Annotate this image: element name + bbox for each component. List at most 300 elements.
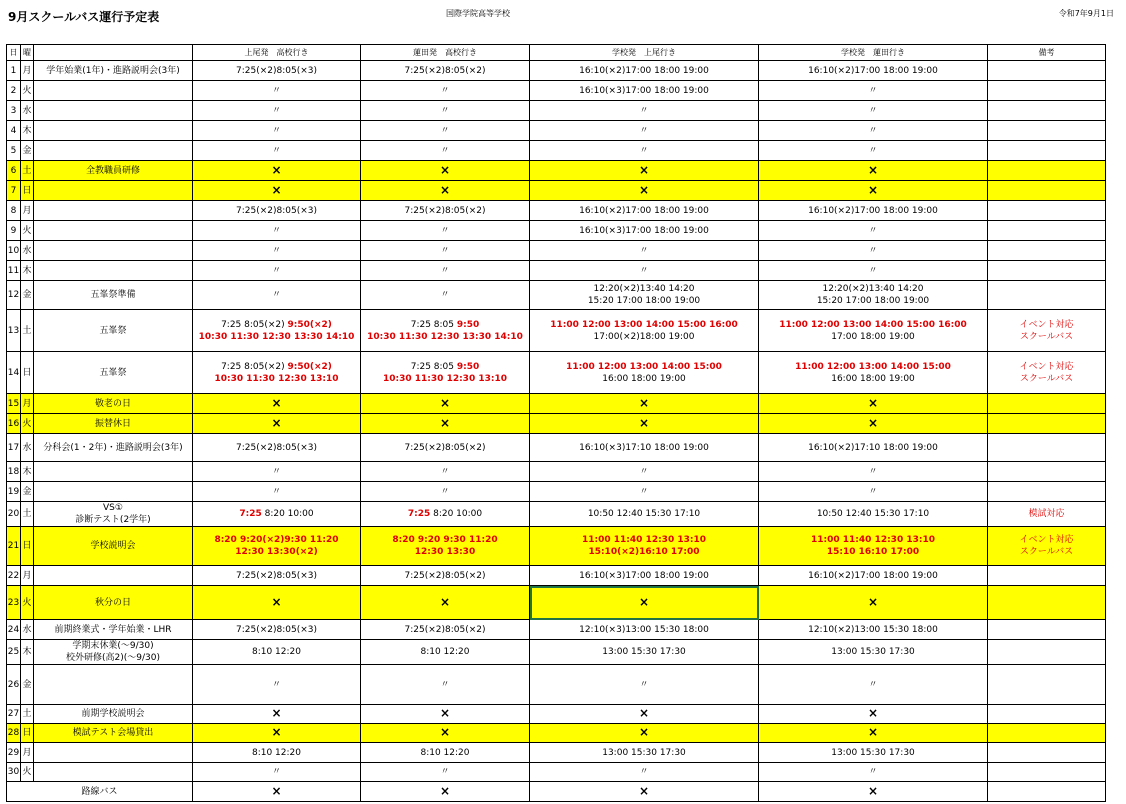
day-cell[interactable]: 15 xyxy=(7,394,21,414)
bus-time-cell[interactable] xyxy=(193,161,361,181)
schedule-row xyxy=(7,81,1106,101)
bus-time-cell[interactable]: 〃 xyxy=(193,241,361,261)
weekday-cell[interactable]: 火 xyxy=(21,221,34,241)
note-cell[interactable] xyxy=(988,705,1106,724)
schedule-row xyxy=(7,261,1106,281)
bus-time-cell[interactable]: 16:10(×3)17:00 18:00 19:00 xyxy=(530,566,759,586)
bus-time-cell[interactable]: 7:25(×2)8:05(×3) xyxy=(193,434,361,462)
bus-time-cell[interactable]: 〃 xyxy=(361,81,530,101)
weekday-cell[interactable]: 土 xyxy=(21,310,34,352)
bus-time-cell[interactable]: 7:25(×2)8:05(×2) xyxy=(361,620,530,640)
note-cell[interactable] xyxy=(988,221,1106,241)
weekday-cell[interactable]: 月 xyxy=(21,743,34,763)
bus-time-cell[interactable]: 7:25 8:05 9:50 10:30 11:30 12:30 13:10 xyxy=(361,352,530,394)
bus-time-cell[interactable] xyxy=(361,705,530,724)
event-cell[interactable]: 模試テスト会場貸出 xyxy=(34,724,193,743)
bus-time-cell[interactable]: 〃 xyxy=(759,241,988,261)
note-cell[interactable] xyxy=(988,482,1106,502)
event-cell[interactable] xyxy=(34,201,193,221)
bus-time-cell[interactable]: 〃 xyxy=(361,101,530,121)
note-cell[interactable]: イベント対応 スクールバス xyxy=(988,310,1106,352)
bus-time-cell[interactable] xyxy=(530,586,759,620)
day-cell[interactable]: 26 xyxy=(7,665,21,705)
bus-time-cell[interactable]: 〃 xyxy=(759,101,988,121)
day-cell[interactable]: 7 xyxy=(7,181,21,201)
note-cell[interactable] xyxy=(988,434,1106,462)
day-cell[interactable]: 2 xyxy=(7,81,21,101)
no-service-mark: × xyxy=(439,182,451,197)
note-cell[interactable] xyxy=(988,61,1106,81)
bus-time-cell[interactable]: 11:00 12:00 13:00 14:00 15:00 16:00 18:00 19:00 xyxy=(759,352,988,394)
schedule-row xyxy=(7,434,1106,462)
bus-time-cell[interactable] xyxy=(759,414,988,434)
bus-time-cell[interactable] xyxy=(759,705,988,724)
note-cell[interactable] xyxy=(988,161,1106,181)
schedule-row xyxy=(7,352,1106,394)
no-service-mark: × xyxy=(439,725,451,739)
no-service-mark: × xyxy=(271,162,282,177)
bus-time-cell[interactable]: 〃 xyxy=(361,482,530,502)
event-cell[interactable] xyxy=(34,81,193,101)
no-service-mark: × xyxy=(271,706,282,720)
bus-time-cell[interactable] xyxy=(530,394,759,414)
bus-time-cell[interactable] xyxy=(530,724,759,743)
col-header-event[interactable] xyxy=(34,45,193,61)
no-service-mark: × xyxy=(638,182,650,197)
bus-time-cell[interactable]: 7:25(×2)8:05(×3) xyxy=(193,201,361,221)
schedule-row xyxy=(7,181,1106,201)
day-cell[interactable]: 14 xyxy=(7,352,21,394)
no-service-mark: × xyxy=(638,162,650,177)
col-header-ageo-to-school[interactable]: 上尾発 高校行き xyxy=(193,45,361,61)
note-cell[interactable] xyxy=(988,620,1106,640)
day-cell[interactable]: 27 xyxy=(7,705,21,724)
schedule-row xyxy=(7,640,1106,665)
route-bus-cell[interactable]: × xyxy=(361,782,530,802)
no-service-mark: × xyxy=(867,182,879,197)
bus-time-cell[interactable] xyxy=(193,586,361,620)
bus-time-cell[interactable] xyxy=(530,161,759,181)
bus-time-cell[interactable]: 〃 xyxy=(530,141,759,161)
note-cell[interactable] xyxy=(988,586,1106,620)
event-cell[interactable] xyxy=(34,482,193,502)
bus-time-cell[interactable]: 12:20(×2)13:40 14:20 15:20 17:00 18:00 19:00 xyxy=(759,281,988,310)
bus-time-cell[interactable]: 8:10 12:20 xyxy=(193,743,361,763)
day-cell[interactable]: 10 xyxy=(7,241,21,261)
bus-time-cell[interactable]: 13:00 15:30 17:30 xyxy=(530,640,759,665)
bus-time-cell[interactable]: 〃 xyxy=(193,221,361,241)
event-cell[interactable] xyxy=(34,462,193,482)
day-cell[interactable]: 18 xyxy=(7,462,21,482)
route-bus-cell[interactable]: × xyxy=(530,782,759,802)
bus-time-cell[interactable]: 11:00 12:00 13:00 14:00 15:00 16:00 17:00 18:00 19:00 xyxy=(759,310,988,352)
no-service-mark: × xyxy=(867,725,879,739)
bus-time-cell[interactable]: 〃 xyxy=(193,763,361,782)
day-cell[interactable]: 4 xyxy=(7,121,21,141)
bus-time-cell[interactable]: 〃 xyxy=(193,121,361,141)
note-cell[interactable] xyxy=(988,141,1106,161)
weekday-cell[interactable]: 日 xyxy=(21,352,34,394)
route-bus-row xyxy=(7,782,1106,802)
bus-time-cell[interactable]: 7:25(×2)8:05(×3) xyxy=(193,620,361,640)
note-cell[interactable] xyxy=(988,394,1106,414)
col-header-weekday[interactable]: 曜 xyxy=(21,45,34,61)
event-cell[interactable]: 前期終業式・学年始業・LHR xyxy=(34,620,193,640)
bus-time-cell[interactable]: 10:50 12:40 15:30 17:10 xyxy=(759,502,988,527)
schedule-row xyxy=(7,705,1106,724)
note-cell[interactable] xyxy=(988,81,1106,101)
schedule-row xyxy=(7,141,1106,161)
event-cell[interactable] xyxy=(34,763,193,782)
no-service-mark: × xyxy=(867,415,879,430)
day-cell[interactable]: 6 xyxy=(7,161,21,181)
weekday-cell[interactable]: 月 xyxy=(21,394,34,414)
bus-time-cell[interactable]: 〃 xyxy=(530,462,759,482)
note-cell[interactable] xyxy=(988,566,1106,586)
bus-time-cell[interactable]: 7:25(×2)8:05(×3) xyxy=(193,566,361,586)
day-cell[interactable]: 8 xyxy=(7,201,21,221)
bus-time-cell[interactable]: 16:10(×3)17:10 18:00 19:00 xyxy=(530,434,759,462)
note-cell[interactable] xyxy=(988,763,1106,782)
bus-time-cell[interactable] xyxy=(193,724,361,743)
schedule-row xyxy=(7,763,1106,782)
weekday-cell[interactable]: 土 xyxy=(21,502,34,527)
bus-time-cell[interactable]: 11:00 12:00 13:00 14:00 15:00 16:00 17:00(×2)18:00 19:00 xyxy=(530,310,759,352)
bus-time-cell[interactable]: 16:10(×2)17:10 18:00 19:00 xyxy=(759,434,988,462)
bus-time-cell[interactable]: 〃 xyxy=(759,482,988,502)
weekday-cell[interactable]: 木 xyxy=(21,121,34,141)
schedule-row xyxy=(7,201,1106,221)
schedule-row xyxy=(7,566,1106,586)
weekday-cell[interactable]: 火 xyxy=(21,414,34,434)
day-cell[interactable]: 23 xyxy=(7,586,21,620)
bus-time-cell[interactable]: 16:10(×2)17:00 18:00 19:00 xyxy=(530,201,759,221)
note-cell[interactable] xyxy=(988,665,1106,705)
bus-time-cell[interactable]: 〃 xyxy=(530,101,759,121)
weekday-cell[interactable]: 水 xyxy=(21,101,34,121)
bus-time-cell[interactable]: 〃 xyxy=(759,462,988,482)
bus-time-cell[interactable]: 12:10(×2)13:00 15:30 18:00 xyxy=(759,620,988,640)
day-cell[interactable]: 28 xyxy=(7,724,21,743)
bus-time-cell[interactable]: 13:00 15:30 17:30 xyxy=(530,743,759,763)
event-cell[interactable]: 全教職員研修 xyxy=(34,161,193,181)
no-service-mark: × xyxy=(271,395,282,410)
bus-time-cell[interactable]: 〃 xyxy=(193,482,361,502)
day-cell[interactable]: 29 xyxy=(7,743,21,763)
bus-time-cell[interactable]: 16:10(×3)17:00 18:00 19:00 xyxy=(530,221,759,241)
bus-time-cell[interactable]: 7:25 8:05(×2) 9:50(×2) 10:30 11:30 12:30 13:10 xyxy=(193,352,361,394)
event-cell[interactable] xyxy=(34,181,193,201)
bus-time-cell[interactable]: 7:25(×2)8:05(×2) xyxy=(361,201,530,221)
bus-time-cell[interactable]: 〃 xyxy=(193,665,361,705)
col-header-hasuda-to-school[interactable]: 蓮田発 高校行き xyxy=(361,45,530,61)
event-cell[interactable]: 敬老の日 xyxy=(34,394,193,414)
weekday-cell[interactable]: 月 xyxy=(21,566,34,586)
route-bus-cell[interactable]: × xyxy=(759,782,988,802)
event-cell[interactable] xyxy=(34,743,193,763)
weekday-cell[interactable]: 水 xyxy=(21,620,34,640)
col-header-school-to-hasuda[interactable]: 学校発 蓮田行き xyxy=(759,45,988,61)
bus-time-cell[interactable] xyxy=(361,414,530,434)
event-cell[interactable] xyxy=(34,101,193,121)
schedule-row xyxy=(7,221,1106,241)
bus-time-cell[interactable]: 〃 xyxy=(759,81,988,101)
day-cell[interactable]: 9 xyxy=(7,221,21,241)
bus-time-cell[interactable] xyxy=(361,394,530,414)
schedule-row xyxy=(7,281,1106,310)
bus-time-cell[interactable]: 〃 xyxy=(361,462,530,482)
event-cell[interactable]: 五峯祭準備 xyxy=(34,281,193,310)
day-cell[interactable]: 24 xyxy=(7,620,21,640)
bus-time-cell[interactable]: 〃 xyxy=(193,101,361,121)
weekday-cell[interactable]: 火 xyxy=(21,81,34,101)
no-service-mark: × xyxy=(271,182,282,197)
day-cell[interactable]: 5 xyxy=(7,141,21,161)
bus-time-cell[interactable]: 〃 xyxy=(193,261,361,281)
no-service-mark: × xyxy=(638,594,650,609)
schedule-row xyxy=(7,310,1106,352)
note-cell[interactable] xyxy=(988,201,1106,221)
schedule-row xyxy=(7,502,1106,527)
bus-time-cell[interactable]: 16:10(×2)17:00 18:00 19:00 xyxy=(759,201,988,221)
event-cell[interactable]: 学年始業(1年)・進路説明会(3年) xyxy=(34,61,193,81)
day-cell[interactable]: 22 xyxy=(7,566,21,586)
weekday-cell[interactable]: 金 xyxy=(21,141,34,161)
day-cell[interactable]: 1 xyxy=(7,61,21,81)
weekday-cell[interactable]: 日 xyxy=(21,724,34,743)
bus-time-cell[interactable]: 〃 xyxy=(361,261,530,281)
bus-time-cell[interactable]: 〃 xyxy=(759,141,988,161)
event-cell[interactable]: 秋分の日 xyxy=(34,586,193,620)
bus-time-cell[interactable] xyxy=(759,724,988,743)
bus-time-cell[interactable]: 〃 xyxy=(361,763,530,782)
no-service-mark: × xyxy=(439,706,451,720)
bus-time-cell[interactable]: 〃 xyxy=(759,221,988,241)
no-service-mark: × xyxy=(867,706,879,720)
note-cell[interactable] xyxy=(988,241,1106,261)
bus-time-cell[interactable]: 12:10(×3)13:00 15:30 18:00 xyxy=(530,620,759,640)
bus-time-cell[interactable]: 〃 xyxy=(530,482,759,502)
bus-time-cell[interactable]: 〃 xyxy=(361,121,530,141)
bus-time-cell[interactable]: 11:00 11:40 12:30 13:10 15:10(×2)16:10 17:00 xyxy=(530,527,759,566)
event-cell[interactable] xyxy=(34,241,193,261)
bus-time-cell[interactable] xyxy=(530,414,759,434)
bus-time-cell[interactable]: 16:10(×2)17:00 18:00 19:00 xyxy=(530,61,759,81)
bus-time-cell[interactable]: 10:50 12:40 15:30 17:10 xyxy=(530,502,759,527)
note-cell[interactable]: イベント対応 スクールバス xyxy=(988,527,1106,566)
weekday-cell[interactable]: 日 xyxy=(21,527,34,566)
no-service-mark: × xyxy=(439,395,451,410)
col-header-school-to-ageo[interactable]: 学校発 上尾行き xyxy=(530,45,759,61)
schedule-row xyxy=(7,121,1106,141)
event-cell[interactable]: 五峯祭 xyxy=(34,352,193,394)
bus-time-cell[interactable]: 8:20 9:20(×2)9:30 11:20 12:30 13:30(×2) xyxy=(193,527,361,566)
day-cell[interactable]: 12 xyxy=(7,281,21,310)
event-cell[interactable] xyxy=(34,566,193,586)
bus-time-cell[interactable]: 8:20 9:20 9:30 11:20 12:30 13:30 xyxy=(361,527,530,566)
weekday-cell[interactable]: 金 xyxy=(21,281,34,310)
bus-time-cell[interactable]: 〃 xyxy=(530,121,759,141)
day-cell[interactable]: 30 xyxy=(7,763,21,782)
weekday-cell[interactable]: 水 xyxy=(21,434,34,462)
bus-time-cell[interactable]: 〃 xyxy=(759,665,988,705)
note-cell[interactable] xyxy=(988,640,1106,665)
bus-time-cell[interactable]: 〃 xyxy=(361,241,530,261)
bus-time-cell[interactable]: 7:25 8:20 10:00 xyxy=(361,502,530,527)
bus-time-cell[interactable]: 7:25(×2)8:05(×3) xyxy=(193,61,361,81)
weekday-cell[interactable]: 金 xyxy=(21,482,34,502)
weekday-cell[interactable]: 木 xyxy=(21,462,34,482)
weekday-cell[interactable]: 木 xyxy=(21,261,34,281)
bus-time-cell[interactable]: 〃 xyxy=(530,763,759,782)
bus-time-cell[interactable]: 〃 xyxy=(759,763,988,782)
bus-time-cell[interactable]: 〃 xyxy=(193,462,361,482)
bus-time-cell[interactable] xyxy=(361,724,530,743)
bus-time-cell[interactable] xyxy=(361,586,530,620)
bus-time-cell[interactable]: 〃 xyxy=(361,141,530,161)
note-cell[interactable] xyxy=(988,181,1106,201)
note-cell[interactable] xyxy=(988,121,1106,141)
bus-time-cell[interactable]: 〃 xyxy=(759,121,988,141)
day-cell[interactable]: 3 xyxy=(7,101,21,121)
no-service-mark: × xyxy=(867,395,879,410)
bus-time-cell[interactable] xyxy=(759,586,988,620)
event-cell[interactable] xyxy=(34,121,193,141)
bus-time-cell[interactable]: 7:25(×2)8:05(×2) xyxy=(361,566,530,586)
bus-time-cell[interactable]: 16:10(×2)17:00 18:00 19:00 xyxy=(759,566,988,586)
event-cell[interactable]: VS① 診断テスト(2学年) xyxy=(34,502,193,527)
route-bus-note[interactable] xyxy=(988,782,1106,802)
day-cell[interactable]: 25 xyxy=(7,640,21,665)
note-cell[interactable] xyxy=(988,414,1106,434)
weekday-cell[interactable]: 土 xyxy=(21,705,34,724)
bus-time-cell[interactable] xyxy=(759,181,988,201)
bus-time-cell[interactable]: 7:25(×2)8:05(×2) xyxy=(361,434,530,462)
day-cell[interactable]: 20 xyxy=(7,502,21,527)
bus-time-cell[interactable]: 8:10 12:20 xyxy=(193,640,361,665)
bus-time-cell[interactable]: 16:10(×2)17:00 18:00 19:00 xyxy=(759,61,988,81)
event-cell[interactable]: 分科会(1・2年)・進路説明会(3年) xyxy=(34,434,193,462)
event-cell[interactable] xyxy=(34,141,193,161)
weekday-cell[interactable]: 火 xyxy=(21,586,34,620)
bus-time-cell[interactable] xyxy=(193,705,361,724)
note-cell[interactable]: 模試対応 xyxy=(988,502,1106,527)
weekday-cell[interactable]: 月 xyxy=(21,201,34,221)
bus-time-cell[interactable] xyxy=(361,181,530,201)
no-service-mark: × xyxy=(867,594,879,609)
no-service-mark: × xyxy=(271,725,282,739)
day-cell[interactable]: 17 xyxy=(7,434,21,462)
bus-time-cell[interactable]: 〃 xyxy=(361,221,530,241)
bus-time-cell[interactable]: 7:25 8:05 9:50 10:30 11:30 12:30 13:30 14:10 xyxy=(361,310,530,352)
schedule-row xyxy=(7,724,1106,743)
note-cell[interactable] xyxy=(988,462,1106,482)
day-cell[interactable]: 21 xyxy=(7,527,21,566)
bus-time-cell[interactable] xyxy=(193,394,361,414)
weekday-cell[interactable]: 火 xyxy=(21,763,34,782)
note-cell[interactable] xyxy=(988,724,1106,743)
bus-time-cell[interactable]: 8:10 12:20 xyxy=(361,743,530,763)
no-service-mark: × xyxy=(638,725,650,739)
no-service-mark: × xyxy=(638,415,650,430)
weekday-cell[interactable]: 月 xyxy=(21,61,34,81)
bus-time-cell[interactable] xyxy=(530,705,759,724)
bus-time-cell[interactable]: 〃 xyxy=(530,261,759,281)
day-cell[interactable]: 19 xyxy=(7,482,21,502)
bus-time-cell[interactable]: 11:00 12:00 13:00 14:00 15:00 16:00 18:00 19:00 xyxy=(530,352,759,394)
bus-time-cell[interactable]: 〃 xyxy=(193,281,361,310)
bus-time-cell[interactable]: 16:10(×3)17:00 18:00 19:00 xyxy=(530,81,759,101)
note-cell[interactable] xyxy=(988,101,1106,121)
bus-time-cell[interactable]: 13:00 15:30 17:30 xyxy=(759,640,988,665)
note-cell[interactable] xyxy=(988,281,1106,310)
event-cell[interactable]: 五峯祭 xyxy=(34,310,193,352)
no-service-mark: × xyxy=(439,415,451,430)
bus-time-cell[interactable]: 7:25 8:20 10:00 xyxy=(193,502,361,527)
bus-time-cell[interactable]: 8:10 12:20 xyxy=(361,640,530,665)
bus-time-cell[interactable]: 13:00 15:30 17:30 xyxy=(759,743,988,763)
bus-time-cell[interactable]: 〃 xyxy=(530,241,759,261)
weekday-cell[interactable]: 木 xyxy=(21,640,34,665)
bus-time-cell[interactable]: 12:20(×2)13:40 14:20 15:20 17:00 18:00 19:00 xyxy=(530,281,759,310)
weekday-cell[interactable]: 日 xyxy=(21,181,34,201)
bus-time-cell[interactable] xyxy=(361,161,530,181)
col-header-note[interactable]: 備考 xyxy=(988,45,1106,61)
no-service-mark: × xyxy=(271,415,282,430)
bus-time-cell[interactable]: 〃 xyxy=(361,665,530,705)
col-header-day[interactable]: 日 xyxy=(7,45,21,61)
schedule-row xyxy=(7,743,1106,763)
event-cell[interactable]: 学期末休業(～9/30) 校外研修(高2)(～9/30) xyxy=(34,640,193,665)
day-cell[interactable]: 11 xyxy=(7,261,21,281)
day-cell[interactable]: 16 xyxy=(7,414,21,434)
weekday-cell[interactable]: 金 xyxy=(21,665,34,705)
day-cell[interactable]: 13 xyxy=(7,310,21,352)
event-cell[interactable]: 学校説明会 xyxy=(34,527,193,566)
bus-time-cell[interactable] xyxy=(193,181,361,201)
note-cell[interactable] xyxy=(988,743,1106,763)
bus-time-cell[interactable]: 7:25 8:05(×2) 9:50(×2) 10:30 11:30 12:30 13:30 14:10 xyxy=(193,310,361,352)
no-service-mark: × xyxy=(638,706,650,720)
weekday-cell[interactable]: 土 xyxy=(21,161,34,181)
bus-time-cell[interactable]: 〃 xyxy=(361,281,530,310)
bus-time-cell[interactable] xyxy=(759,161,988,181)
schedule-row xyxy=(7,161,1106,181)
schedule-row xyxy=(7,394,1106,414)
bus-time-cell[interactable]: 〃 xyxy=(193,141,361,161)
bus-time-cell[interactable]: 7:25(×2)8:05(×2) xyxy=(361,61,530,81)
bus-time-cell[interactable]: 〃 xyxy=(193,81,361,101)
event-cell[interactable] xyxy=(34,665,193,705)
bus-time-cell[interactable]: 11:00 11:40 12:30 13:10 15:10 16:10 17:00 xyxy=(759,527,988,566)
bus-time-cell[interactable]: 〃 xyxy=(530,665,759,705)
schedule-row xyxy=(7,414,1106,434)
route-bus-cell[interactable]: × xyxy=(193,782,361,802)
event-cell[interactable] xyxy=(34,261,193,281)
bus-time-cell[interactable] xyxy=(530,181,759,201)
route-bus-label[interactable]: 路線バス xyxy=(7,782,193,802)
weekday-cell[interactable]: 水 xyxy=(21,241,34,261)
bus-time-cell[interactable] xyxy=(759,394,988,414)
note-cell[interactable]: イベント対応 スクールバス xyxy=(988,352,1106,394)
bus-time-cell[interactable]: 〃 xyxy=(759,261,988,281)
event-cell[interactable] xyxy=(34,221,193,241)
note-cell[interactable] xyxy=(988,261,1106,281)
event-cell[interactable]: 振替休日 xyxy=(34,414,193,434)
bus-time-cell[interactable] xyxy=(193,414,361,434)
event-cell[interactable]: 前期学校説明会 xyxy=(34,705,193,724)
schedule-row xyxy=(7,462,1106,482)
